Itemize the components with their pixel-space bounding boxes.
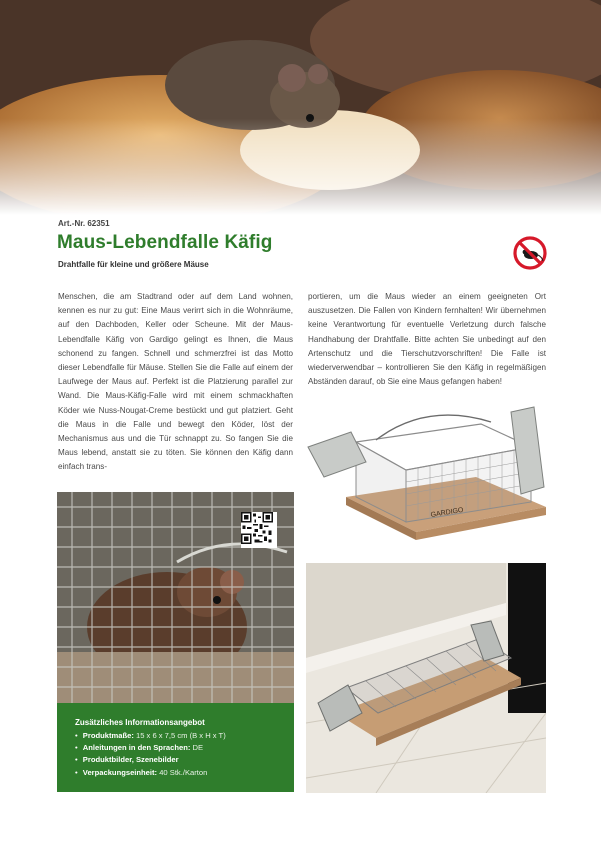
body-text-column-2: portieren, um die Maus wieder an einem geeigneten Ort auszusetzen. Die Fallen von Kindern fernhalten! Wir übernehmen keine Verantwortung für eventuelle Verletzung durch falsche Handhabung der Drahtfalle. Bitte achten Sie unbedingt auf den Artenschutz und die Tierschutzvorschriften! Die Falle ist wiederverwendbar – kontrollieren Sie den Käfig in regelmäßigen Abständen darauf, ob Sie eine Maus gefangen haben! bbox=[308, 292, 546, 387]
info-item-label: Anleitungen in den Sprachen: bbox=[82, 743, 191, 753]
info-item-value: DE bbox=[192, 743, 204, 753]
info-item-dimensions bbox=[75, 730, 226, 742]
photo-trap-along-wall bbox=[306, 563, 546, 793]
info-item-value: 15 x 6 x 7,5 cm (B x H x T) bbox=[135, 731, 226, 740]
product-image-wire-trap bbox=[306, 402, 550, 542]
page-subtitle: Drahtfalle für kleine und größere Mäuse bbox=[58, 260, 209, 269]
body-text-column-1: Menschen, die am Stadtrand oder auf dem Land wohnen, kennen es nur zu gut: Eine Maus verirrt sich in die Wohnräume, auf den Dachboden, Keller oder Scheune. Mit der Maus-Lebendfalle Käfig von Gardigo gelingt es Ihnen, die Maus schonend zu fangen. Schnell und schmerzfrei ist das Motto dieser Lebendfalle für Mäuse. Stellen Sie die Falle auf einem der Laufwege der Maus auf. Perfekt ist die Platzierung parallel zur Wand. Die Maus-Käfig-Falle wird mit einem schmackhaften Köder wie Nuss-Nougat-Creme bestückt und gut platziert. Geht die Maus in die Falle und bewegt den Köder, löst der Mechanismus aus und die Tür schnappt zu. So fangen Sie die Maus lebend, anstatt sie zu töten. Sie können den Käfig dann einfach trans- bbox=[58, 292, 293, 472]
article-number: Art.-Nr. 62351 bbox=[58, 219, 110, 228]
info-list bbox=[75, 730, 226, 779]
qr-code-icon[interactable] bbox=[241, 512, 277, 548]
brand-mark-text: GARDIGO bbox=[430, 506, 464, 519]
info-item-packaging bbox=[75, 767, 226, 779]
info-box bbox=[57, 703, 294, 792]
info-item-languages bbox=[75, 742, 226, 754]
page-title: Maus-Lebendfalle Käfig bbox=[57, 232, 273, 253]
photo-mouse-in-cage bbox=[57, 492, 294, 703]
info-item-label: Produktmaße: bbox=[82, 731, 134, 740]
info-item-images bbox=[75, 754, 226, 766]
no-mouse-icon bbox=[512, 235, 548, 271]
info-item-label: Verpackungseinheit: bbox=[82, 767, 158, 777]
hero-photo-mouse-on-bread bbox=[0, 0, 601, 215]
info-box-title: Zusätzliches Informationsangebot bbox=[75, 718, 205, 727]
info-item-label: Produktbilder, Szenebilder bbox=[82, 755, 179, 765]
info-item-value: 40 Stk./Karton bbox=[159, 767, 208, 777]
